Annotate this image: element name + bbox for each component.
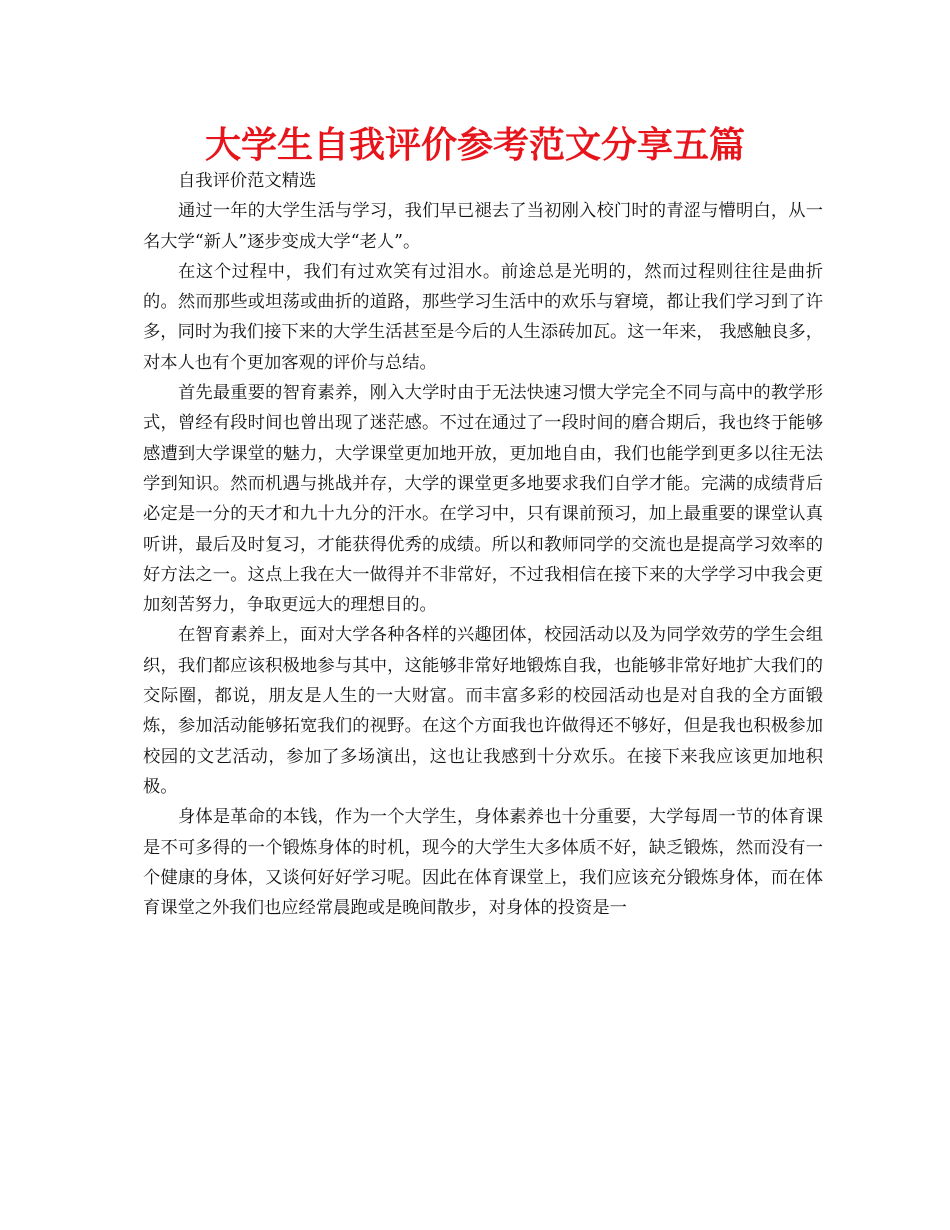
paragraph-5: 身体是革命的本钱，作为一个大学生，身体素养也十分重要，大学每周一节的体育课是不可多得的一个锻炼身体的时机，现今的大学生大多体质不好，缺乏锻炼，然而没有一个健康的身体，又谈何好好学习呢。因此在体育课堂上，我们应该充分锻炼身体，而在体育课堂之外我们也应经常晨跑或是晚间散步，对身体的投资是一: [143, 807, 823, 919]
document-title: 大学生自我评价参考范文分享五篇: [204, 125, 745, 166]
document-subtitle: 自我评价范文精选: [178, 171, 317, 191]
paragraph-2: 在这个过程中，我们有过欢笑有过泪水。前途总是光明的，然而过程则往往是曲折的。然而那些或坦荡或曲折的道路，那些学习生活中的欢乐与窘境，都让我们学习到了许多，同时为我们接下来的大学生活甚至是今后的人生添砖加瓦。这一年来， 我感触良多，对本人也有个更加客观的评价与总结。: [143, 261, 823, 373]
document-body: [143, 166, 823, 923]
paragraph-3: 首先最重要的智育素养，刚入大学时由于无法快速习惯大学完全不同与高中的教学形式，曾经有段时间也曾出现了迷茫感。不过在通过了一段时间的磨合期后，我也终于能够感遭到大学课堂的魅力，大学课堂更加地开放，更加地自由，我们也能学到更多以往无法学到知识。然而机遇与挑战并存，大学的课堂更多地要求我们自学才能。完满的成绩背后必定是一分的天才和九十九分的汗水。在学习中，只有课前预习，加上最重要的课堂认真听讲，最后及时复习，才能获得优秀的成绩。所以和教师同学的交流也是提高学习效率的好方法之一。这点上我在大一做得并不非常好，不过我相信在接下来的大学学习中我会更加刻苦努力，争取更远大的理想目的。: [143, 383, 823, 616]
paragraph-4: 在智育素养上，面对大学各种各样的兴趣团体，校园活动以及为同学效劳的学生会组织，我们都应该积极地参与其中，这能够非常好地锻炼自我，也能够非常好地扩大我们的交际圈，都说，朋友是人生的一大财富。而丰富多彩的校园活动也是对自我的全方面锻炼，参加活动能够拓宽我们的视野。在这个方面我也许做得还不够好，但是我也积极参加校园的文艺活动，参加了多场演出，这也让我感到十分欢乐。在接下来我应该更加地积极。: [143, 625, 823, 797]
paragraph-1: 通过一年的大学生活与学习，我们早已褪去了当初刚入校门时的青涩与懵明白，从一名大学“新人”逐步变成大学“老人”。: [143, 201, 823, 252]
